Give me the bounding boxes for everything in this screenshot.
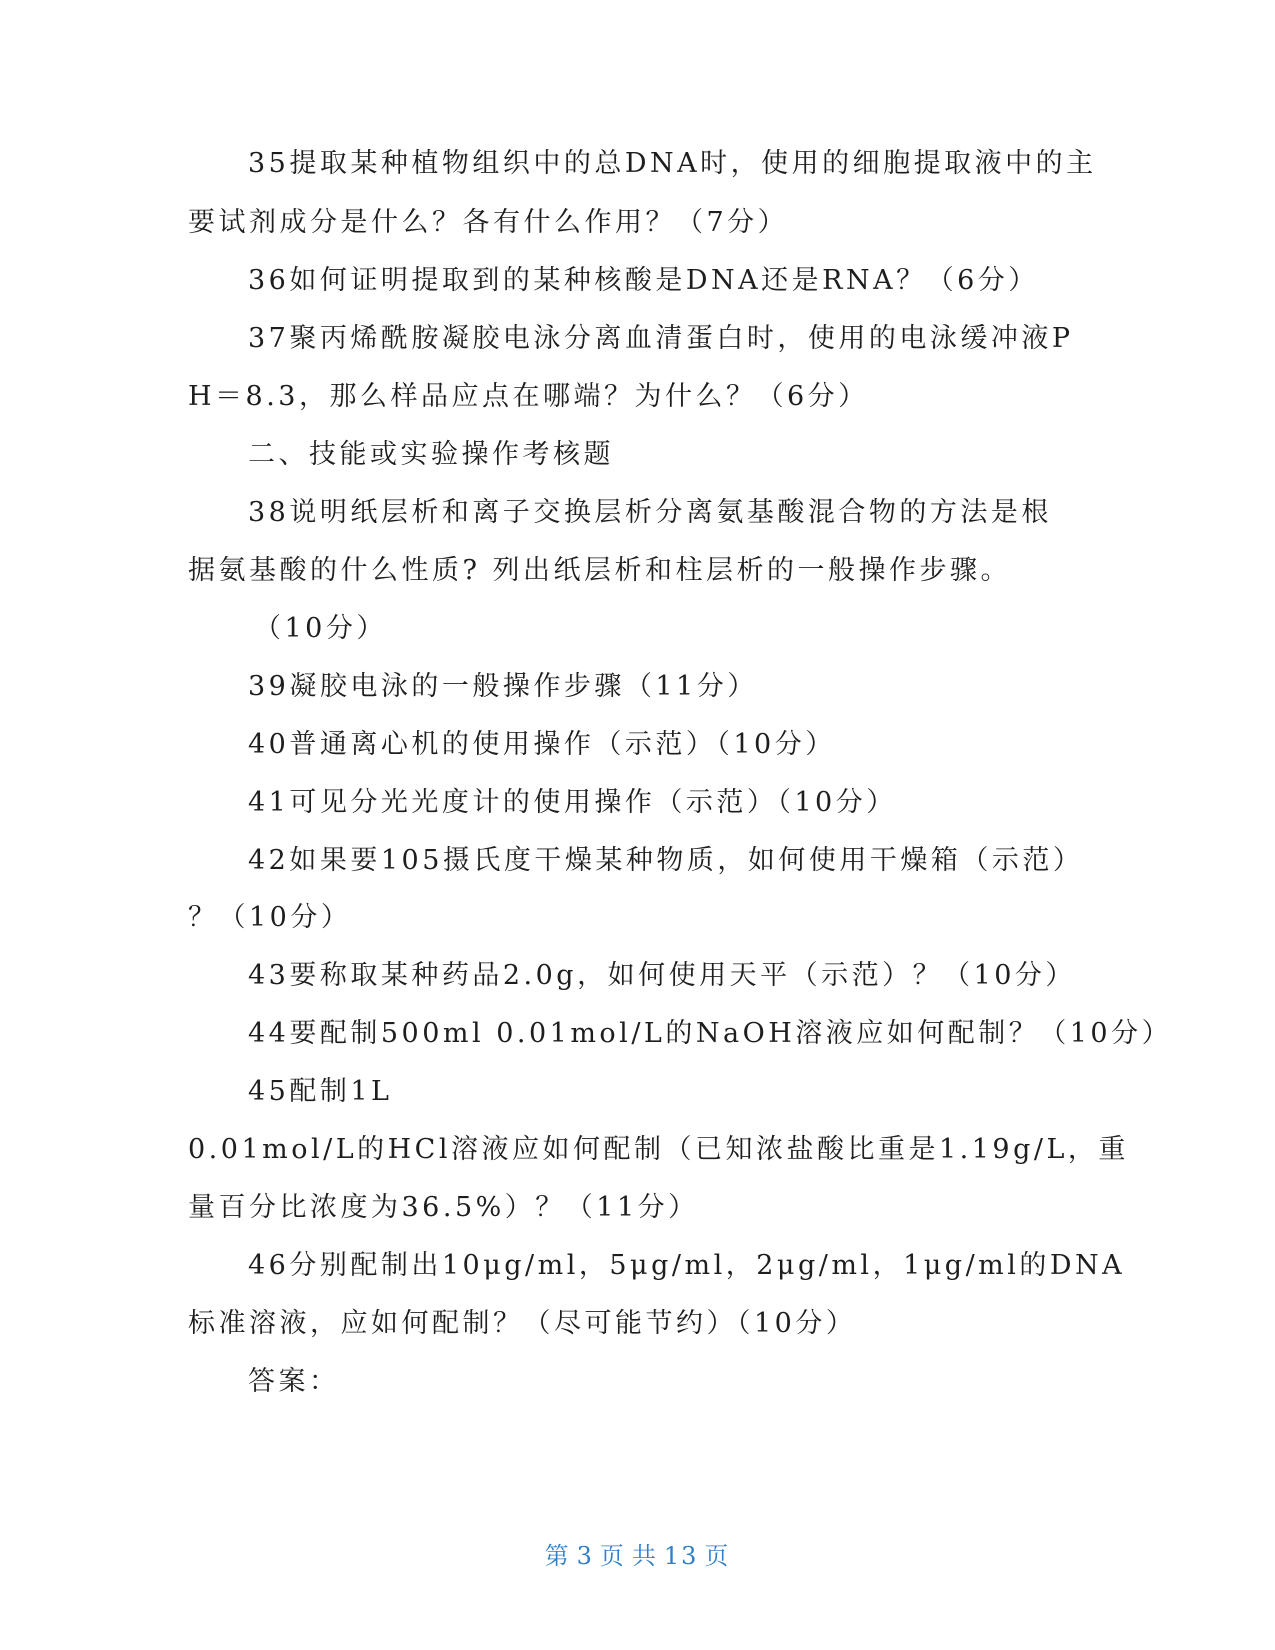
- footer-prefix: 第: [544, 1542, 571, 1570]
- footer-suffix: 页: [704, 1542, 731, 1570]
- question-42-line-1: 42如果要105摄氏度干燥某种物质，如何使用干燥箱（示范）: [248, 845, 1084, 876]
- question-38-line-1: 38说明纸层析和离子交换层析分离氨基酸混合物的方法是根: [248, 497, 1052, 528]
- footer-current-page: 3: [576, 1542, 594, 1570]
- question-36: 36如何证明提取到的某种核酸是DNA还是RNA？（6分）: [248, 265, 1039, 296]
- question-35-line-1: 35提取某种植物组织中的总DNA时，使用的细胞提取液中的主: [248, 148, 1097, 179]
- answer-heading: 答案：: [248, 1366, 340, 1397]
- question-38-line-2: 据氨基酸的什么性质? 列出纸层析和柱层析的一般操作步骤。: [188, 555, 1012, 586]
- question-38-line-3: （10分）: [254, 613, 387, 644]
- page-footer: [0, 1536, 1275, 1571]
- question-46-line-2: 标准溶液，应如何配制？（尽可能节约）（10分）: [188, 1308, 857, 1339]
- question-42-line-2: ？（10分）: [188, 902, 352, 933]
- footer-total-word: 共: [631, 1542, 658, 1570]
- question-40: 40普通离心机的使用操作（示范）（10分）: [248, 729, 836, 760]
- question-41: 41可见分光光度计的使用操作（示范）（10分）: [248, 787, 897, 818]
- question-37-line-2: H＝8.3，那么样品应点在哪端？为什么？（6分）: [188, 381, 869, 412]
- question-43: 43要称取某种药品2.0g，如何使用天平（示范）？（10分）: [248, 960, 1076, 991]
- question-45-line-3: 量百分比浓度为36.5%）？（11分）: [188, 1192, 699, 1223]
- question-39: 39凝胶电泳的一般操作步骤（11分）: [248, 671, 758, 702]
- question-45-line-2: 0.01mol/L的HCl溶液应如何配制（已知浓盐酸比重是1.19g/L，重: [188, 1134, 1129, 1165]
- footer-total-pages: 13: [663, 1542, 699, 1570]
- question-46-line-1: 46分别配制出10μg/ml，5μg/ml，2μg/ml，1μg/ml的DNA: [248, 1250, 1126, 1281]
- section-heading: 二、技能或实验操作考核题: [248, 439, 614, 470]
- footer-page-word: 页: [599, 1542, 626, 1570]
- question-35-line-2: 要试剂成分是什么？各有什么作用？（7分）: [188, 207, 789, 238]
- question-37-line-1: 37聚丙烯酰胺凝胶电泳分离血清蛋白时，使用的电泳缓冲液P: [248, 323, 1074, 354]
- question-45-line-1: 45配制1L: [248, 1076, 393, 1107]
- question-44: 44要配制500ml 0.01mol/L的NaOH溶液应如何配制？（10分）: [248, 1018, 1173, 1049]
